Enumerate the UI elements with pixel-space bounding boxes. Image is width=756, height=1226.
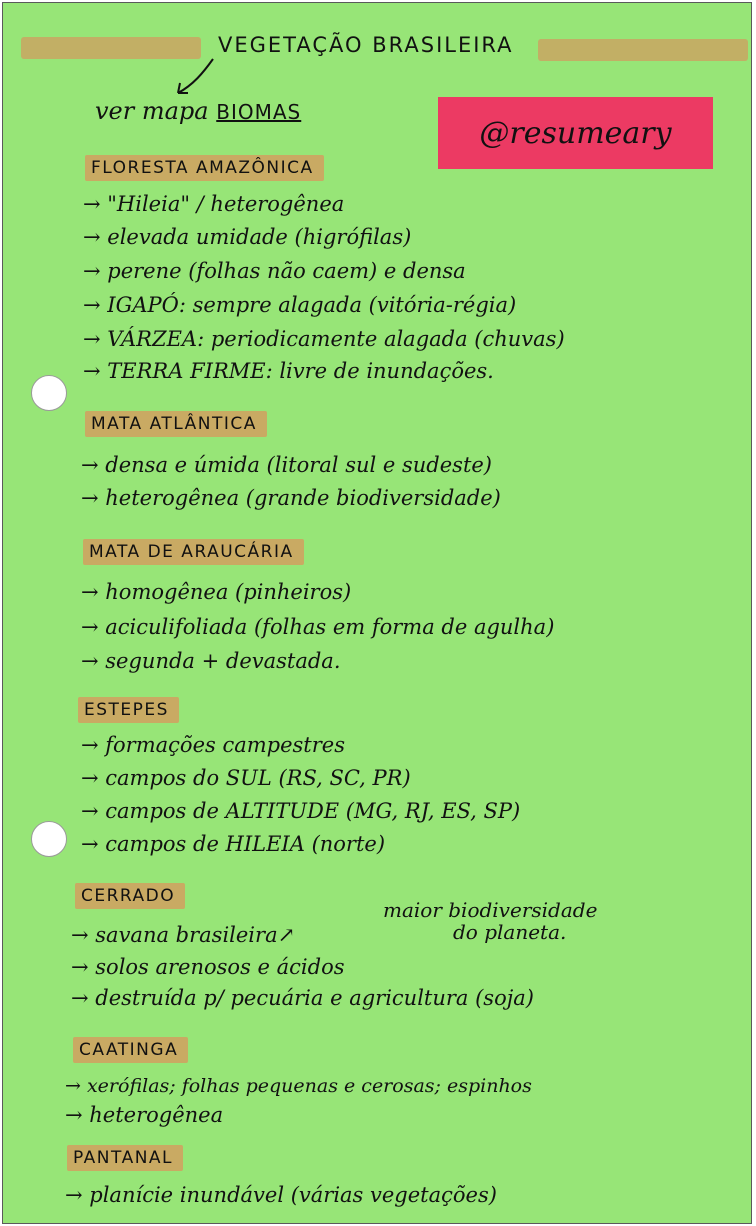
list-item: → formações campestres (81, 733, 345, 757)
section-heading: ESTEPES (78, 697, 179, 723)
section-heading: PANTANAL (67, 1145, 183, 1171)
list-item: → elevada umidade (higrófilas) (83, 225, 412, 249)
punch-hole (31, 821, 67, 857)
note-line: do planeta. (453, 920, 567, 944)
cerrado-note (383, 899, 597, 943)
list-item: → IGAPÓ: sempre alagada (vitória-régia) (83, 293, 517, 317)
note-line: maior biodiversidade (383, 898, 598, 922)
ref-link: BIOMAS (216, 100, 302, 124)
ref-prefix: ver mapa (95, 97, 209, 125)
list-item: → planície inundável (várias vegetações) (65, 1183, 497, 1207)
list-item: → campos do SUL (RS, SC, PR) (81, 766, 411, 790)
list-item: → savana brasileira↗ (71, 923, 296, 947)
note-page (2, 2, 752, 1224)
author-badge: @resumeary (438, 97, 713, 169)
list-item: → campos de HILEIA (norte) (81, 832, 386, 856)
list-item: → aciculifoliada (folhas em forma de agulha) (81, 615, 555, 639)
list-item: → densa e úmida (litoral sul e sudeste) (81, 453, 492, 477)
list-item: → "Hileia" / heterogênea (83, 192, 345, 216)
punch-hole (31, 375, 67, 411)
list-item: → solos arenosos e ácidos (71, 955, 345, 979)
section-heading: CAATINGA (73, 1037, 188, 1063)
list-item: → xerófilas; folhas pequenas e cerosas; espinhos (65, 1075, 532, 1097)
curved-arrow-icon (168, 53, 228, 103)
list-item: → perene (folhas não caem) e densa (83, 259, 466, 283)
tape-strip-right (538, 39, 748, 61)
list-item: → homogênea (pinheiros) (81, 580, 352, 604)
list-item: → TERRA FIRME: livre de inundações. (83, 359, 494, 383)
section-heading: CERRADO (75, 883, 185, 909)
biomas-reference (95, 97, 301, 125)
list-item: → heterogênea (65, 1103, 224, 1127)
list-item: → VÁRZEA: periodicamente alagada (chuvas) (83, 327, 565, 351)
list-item: → heterogênea (grande biodiversidade) (81, 486, 501, 510)
section-heading: MATA ATLÂNTICA (85, 411, 267, 437)
section-heading: FLORESTA AMAZÔNICA (85, 155, 324, 181)
page-title: VEGETAÇÃO BRASILEIRA (218, 33, 514, 57)
list-item: → campos de ALTITUDE (MG, RJ, ES, SP) (81, 799, 521, 823)
list-item: → segunda + devastada. (81, 649, 341, 673)
list-item: → destruída p/ pecuária e agricultura (soja) (71, 986, 534, 1010)
section-heading: MATA DE ARAUCÁRIA (83, 539, 304, 565)
